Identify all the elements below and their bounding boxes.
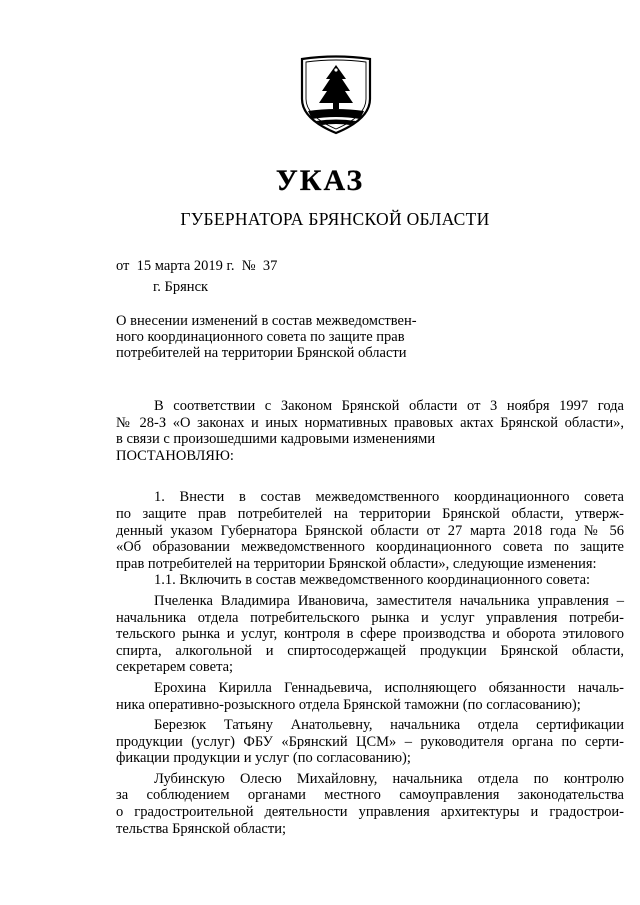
paragraph-line: 1. Внести в состав межведомственного координационного совета [154, 489, 624, 506]
paragraph-line: Ерохина Кирилла Геннадьевича, исполняющего обязанности началь- [154, 679, 624, 696]
document-body [116, 398, 624, 837]
paragraph-line: Березюк Татьяну Анатольевну, начальника отдела сертификации [154, 717, 624, 734]
paragraph-line: продукции (услуг) ФБУ «Брянский ЦСМ» – руководителя органа по серти- [116, 733, 624, 750]
paragraph-line: фикации продукции и услуг (по согласованию); [116, 750, 411, 767]
paragraph-line: «Об образовании межведомственного координационного совета по защите [116, 539, 624, 556]
paragraph-line: В соответствии с Законом Брянской области от 3 ноября 1997 года [154, 398, 624, 414]
member-paragraph-4 [116, 771, 624, 837]
paragraph-line: № 28-З «О законах и иных нормативных правовых актах Брянской области», [116, 414, 624, 431]
paragraph-line: Пчеленка Владимира Ивановича, заместителя начальника управления – [154, 592, 624, 609]
paragraph-line: Лубинскую Олесю Михайловну, начальника отдела по контролю [154, 770, 624, 787]
paragraph-line: о градостроительной деятельности управления архитектуры и градострои- [116, 804, 624, 821]
subject-line: ного координационного совета по защите прав [116, 329, 405, 345]
paragraph-line: 1.1. Включить в состав межведомственного координационного совета: [154, 572, 591, 589]
paragraph-line: тельского рынка и услуг, контроля в сфере производства и оборота этилового [116, 626, 624, 643]
paragraph-line: в связи с произошедшими кадровыми изменениями [116, 431, 436, 448]
decree-word: ПОСТАНОВЛЯЮ: [116, 447, 234, 464]
document-subtitle: ГУБЕРНАТОРА БРЯНСКОЙ ОБЛАСТИ [180, 209, 490, 229]
member-paragraph-2 [116, 680, 624, 713]
paragraph-line: ника оперативно-розыскного отдела Брянской таможни (по согласованию); [116, 696, 581, 713]
city: г. Брянск [153, 279, 209, 295]
item-1-1-paragraph [116, 572, 624, 589]
paragraph-line: по защите прав потребителей на территории Брянской области, утверж- [116, 505, 624, 522]
member-paragraph-1 [116, 593, 624, 676]
document-subject [116, 313, 456, 361]
preamble-paragraph [116, 398, 624, 464]
document-title: УКАЗ [275, 164, 365, 197]
date-and-number: от 15 марта 2019 г. № 37 [116, 258, 278, 274]
paragraph-line: начальника отдела потребительского рынка и услуг управления потреби- [116, 609, 624, 626]
paragraph-line: за соблюдением органами местного самоуправления законодательства [116, 787, 624, 804]
paragraph-line: прав потребителей на территории Брянской области», следующие изменения: [116, 555, 597, 572]
coat-of-arms-emblem [294, 53, 378, 135]
paragraph-line: денный указом Губернатора Брянской области от 27 марта 2018 года № 56 [116, 522, 624, 539]
paragraph-line: спирта, алкогольной и спиртосодержащей продукции Брянской области, [116, 642, 624, 659]
member-paragraph-3 [116, 717, 624, 767]
subject-line: потребителей на территории Брянской области [116, 345, 407, 361]
paragraph-line: секретарем совета; [116, 659, 234, 676]
subject-line: О внесении изменений в состав межведомствен- [116, 313, 417, 329]
paragraph-line: тельства Брянской области; [116, 820, 286, 837]
item-1-paragraph [116, 489, 624, 572]
